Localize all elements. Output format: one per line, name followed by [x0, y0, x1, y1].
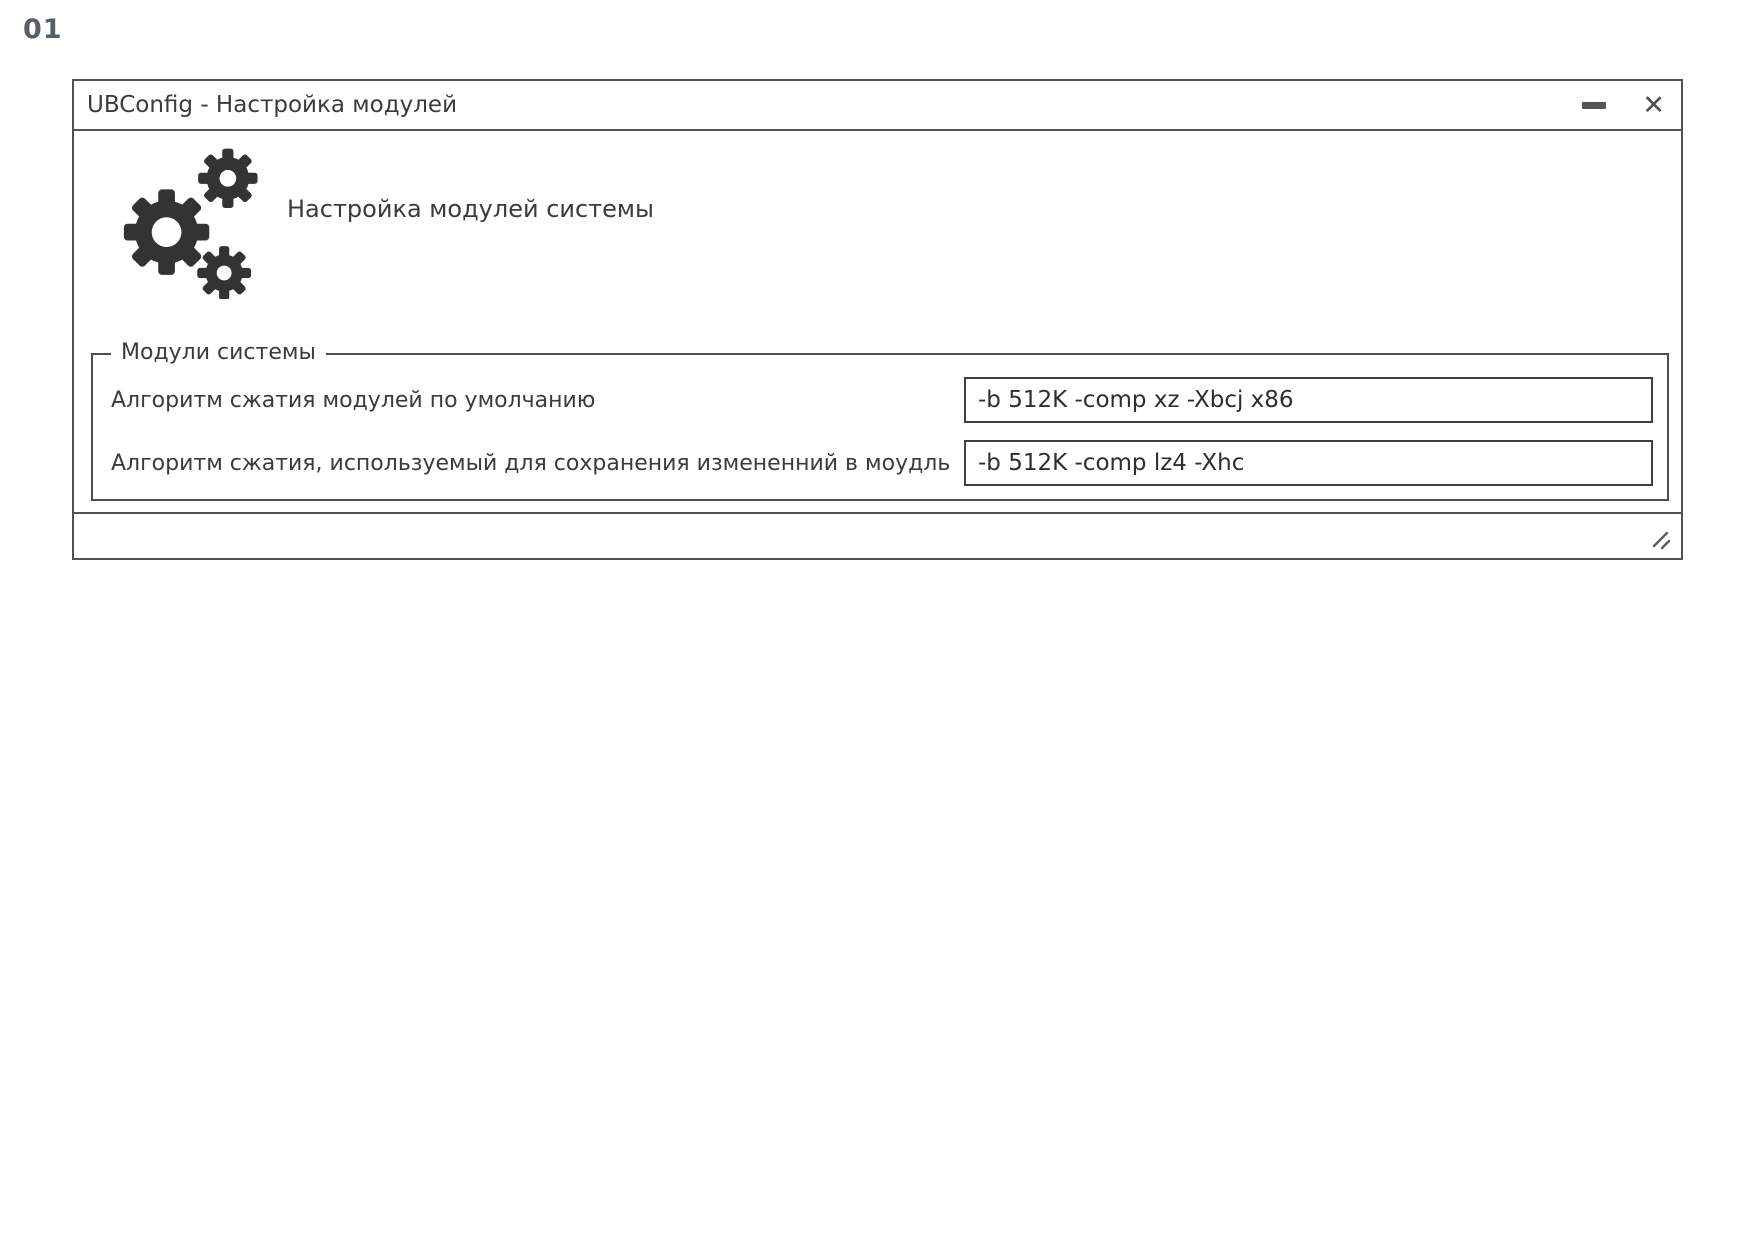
- dialog-heading: Настройка модулей системы: [287, 195, 654, 223]
- close-icon[interactable]: ✕: [1642, 89, 1665, 121]
- window-title: UBConfig - Настройка модулей: [87, 92, 458, 118]
- field-label-save-compression: Алгоритм сжатия, используемый для сохранения измененний в моудль: [111, 450, 951, 476]
- default-compression-input[interactable]: [964, 377, 1653, 423]
- status-bar: [74, 512, 1681, 558]
- modules-groupbox: [91, 340, 1669, 501]
- minimize-icon[interactable]: [1582, 102, 1606, 109]
- field-row-save-compression: [111, 438, 1653, 488]
- gears-icon: [112, 143, 262, 299]
- window-title-bar[interactable]: [74, 81, 1681, 131]
- figure-label: 01: [23, 14, 63, 45]
- window-controls: [1582, 89, 1665, 121]
- resize-grip-icon[interactable]: [1651, 529, 1673, 551]
- field-label-default-compression: Алгоритм сжатия модулей по умолчанию: [111, 387, 596, 413]
- ubconfig-window: [72, 79, 1683, 560]
- save-compression-input[interactable]: [964, 440, 1653, 486]
- groupbox-legend: Модули системы: [111, 340, 326, 365]
- field-row-default-compression: [111, 375, 1653, 425]
